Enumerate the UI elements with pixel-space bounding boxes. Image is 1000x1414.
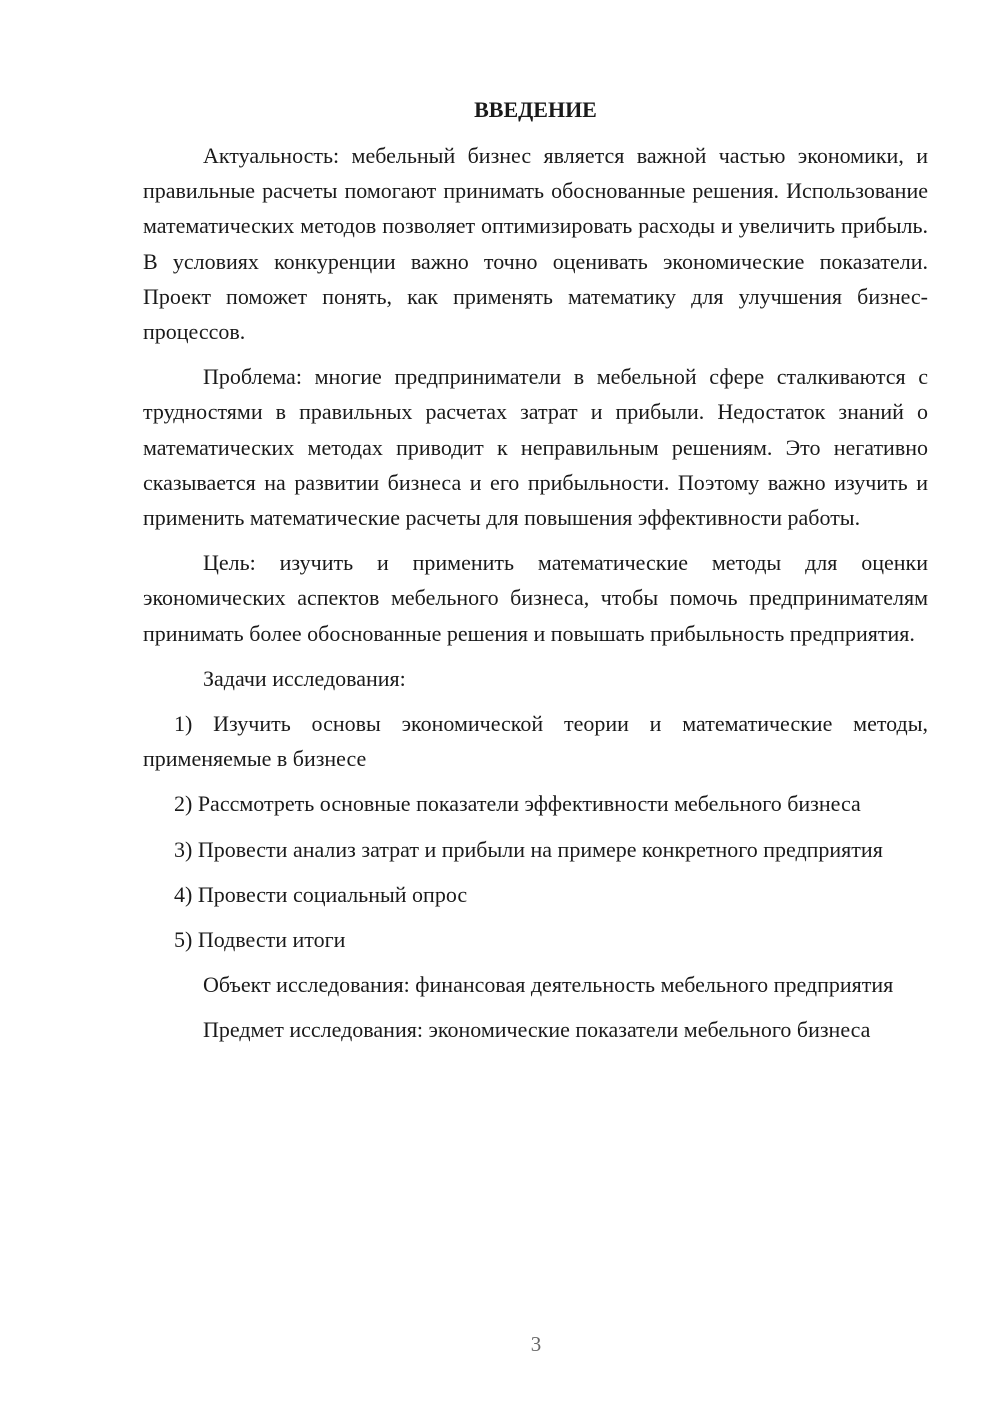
problem-paragraph: Проблема: многие предприниматели в мебельной сфере сталкиваются с трудностями в правильных расчетах затрат и прибыли. Недостаток знаний о математических методах приводит к неправильным решениям. Это негативно сказывается на развитии бизнеса и его прибыльности. Поэтому важно изучить и применить математические расчеты для повышения эффективности работы. [143,364,928,531]
document-page [143,92,928,1048]
relevance-paragraph: Актуальность: мебельный бизнес является важной частью экономики, и правильные расчеты помогают принимать обоснованные решения. Использование математических методов позволяет оптимизировать расходы и увеличить прибыль. В условиях конкуренции важно точно оценивать экономические показатели. Проект поможет понять, как применять математику для улучшения бизнес-процессов. [143,143,928,345]
task-item-4: 4) Провести социальный опрос [174,881,468,907]
tasks-heading: Задачи исследования: [203,665,406,691]
subject-paragraph: Предмет исследования: экономические показатели мебельного бизнеса [203,1017,871,1043]
task-item-2: 2) Рассмотреть основные показатели эффективности мебельного бизнеса [174,791,861,817]
goal-paragraph: Цель: изучить и применить математические методы для оценки экономических аспектов мебельного бизнеса, чтобы помочь предпринимателям принимать более обоснованные решения и повышать прибыльность предприятия. [143,550,928,646]
task-item-1: 1) Изучить основы экономической теории и математические методы, применяемые в бизнесе [143,711,928,772]
page-number: 3 [530,1332,542,1356]
task-item-3: 3) Провести анализ затрат и прибыли на примере конкретного предприятия [174,836,883,862]
task-item-5: 5) Подвести итоги [174,927,346,953]
object-paragraph: Объект исследования: финансовая деятельность мебельного предприятия [203,972,894,998]
page-title: ВВЕДЕНИЕ [474,97,597,122]
